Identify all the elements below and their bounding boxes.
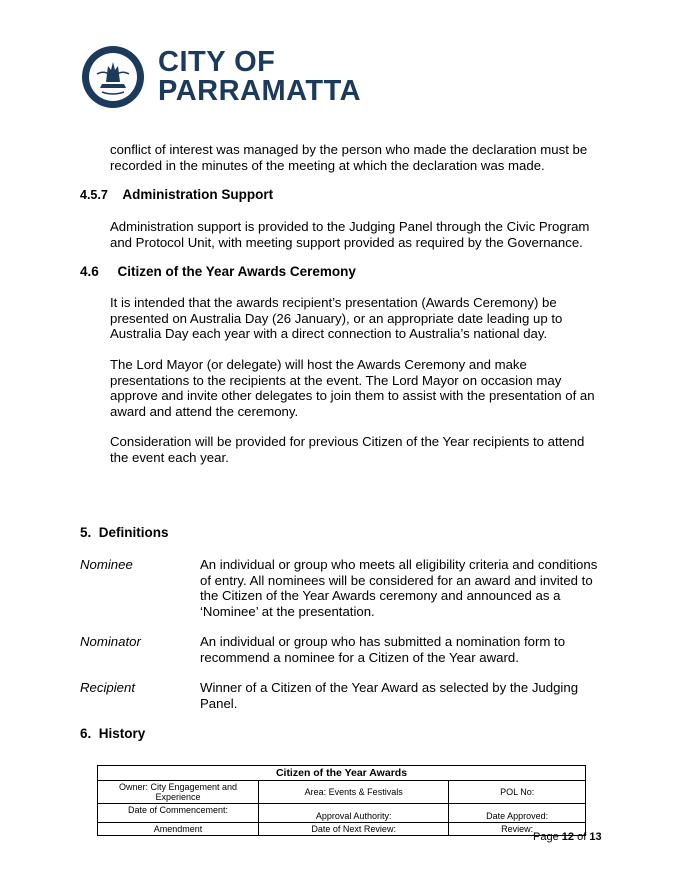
section-number: 5. (80, 525, 92, 540)
logo-line-2: PARRAMATTA (158, 75, 362, 107)
policy-info-table (97, 765, 586, 836)
page-separator: of (577, 831, 587, 843)
definition-text: An individual or group who has submitted a nomination form to recommend a nominee for a Citizen of the Year award. (200, 634, 566, 665)
table-row (98, 781, 586, 804)
table-row (98, 804, 586, 823)
table-cell: Date Approved: (449, 804, 586, 823)
section-4-6-paragraph-1: It is intended that the awards recipient’s presentation (Awards Ceremony) be presented on Australia Day (26 January), or an appropriate date leading up to Australia Day each year with a direct connection to Australia’s national day. (110, 295, 563, 341)
section-title: History (98, 726, 146, 741)
page-total: 13 (589, 831, 602, 843)
section-4-6-heading (80, 264, 356, 279)
definition-term: Nominator (80, 634, 141, 649)
table-cell: Review: (449, 823, 586, 836)
section-number: 4.6 (80, 264, 99, 279)
table-cell: Approval Authority: (259, 804, 449, 823)
definition-term: Nominee (80, 557, 133, 572)
page-prefix: Page (533, 831, 559, 843)
definition-text: An individual or group who meets all eligibility criteria and conditions of entry. All nominees will be considered for an award and invited to the Citizen of the Year Awards ceremony and announced as a ‘Nominee’ at the presentation. (200, 557, 598, 619)
page-current: 12 (561, 831, 575, 843)
table-row (98, 823, 586, 836)
section-title: Administration Support (122, 187, 274, 202)
logo-wordmark (158, 48, 361, 106)
table-cell: Owner: City Engagement and Experience (98, 781, 259, 804)
table-cell: Amendment (98, 823, 259, 836)
section-title: Definitions (98, 525, 169, 540)
section-4-5-7-text: Administration support is provided to the Judging Panel through the Civic Program and Protocol Unit, with meeting support provided as required by the Governance. (110, 219, 590, 250)
section-number: 4.5.7 (80, 188, 108, 202)
table-title: Citizen of the Year Awards (98, 766, 586, 781)
city-crest-icon (80, 44, 146, 110)
section-4-6-paragraph-3: Consideration will be provided for previous Citizen of the Year recipients to attend the event each year. (110, 434, 585, 465)
table-cell: Date of Commencement: (98, 804, 259, 823)
intro-paragraph: conflict of interest was managed by the person who made the declaration must be recorded in the minutes of the meeting at which the declaration was made. (110, 142, 588, 173)
section-4-6-paragraph-2: The Lord Mayor (or delegate) will host the Awards Ceremony and make presentations to the recipients at the event. The Lord Mayor on occasion may approve and invite other delegates to join them to assist with the presentation of an award and attend the ceremony. (110, 357, 595, 419)
section-5-heading (80, 525, 169, 540)
definition-term: Recipient (80, 680, 135, 695)
section-number: 6. (80, 726, 92, 741)
section-6-heading (80, 726, 145, 741)
section-title: Citizen of the Year Awards Ceremony (117, 264, 356, 279)
page-number (533, 831, 602, 843)
logo-line-1: CITY OF (158, 46, 276, 78)
section-4-5-7-heading (80, 187, 273, 202)
definition-text: Winner of a Citizen of the Year Award as selected by the Judging Panel. (200, 680, 579, 711)
table-cell: Date of Next Review: (259, 823, 449, 836)
table-cell: Area: Events & Festivals (259, 781, 449, 804)
city-logo (80, 44, 370, 114)
table-cell: POL No: (449, 781, 586, 804)
